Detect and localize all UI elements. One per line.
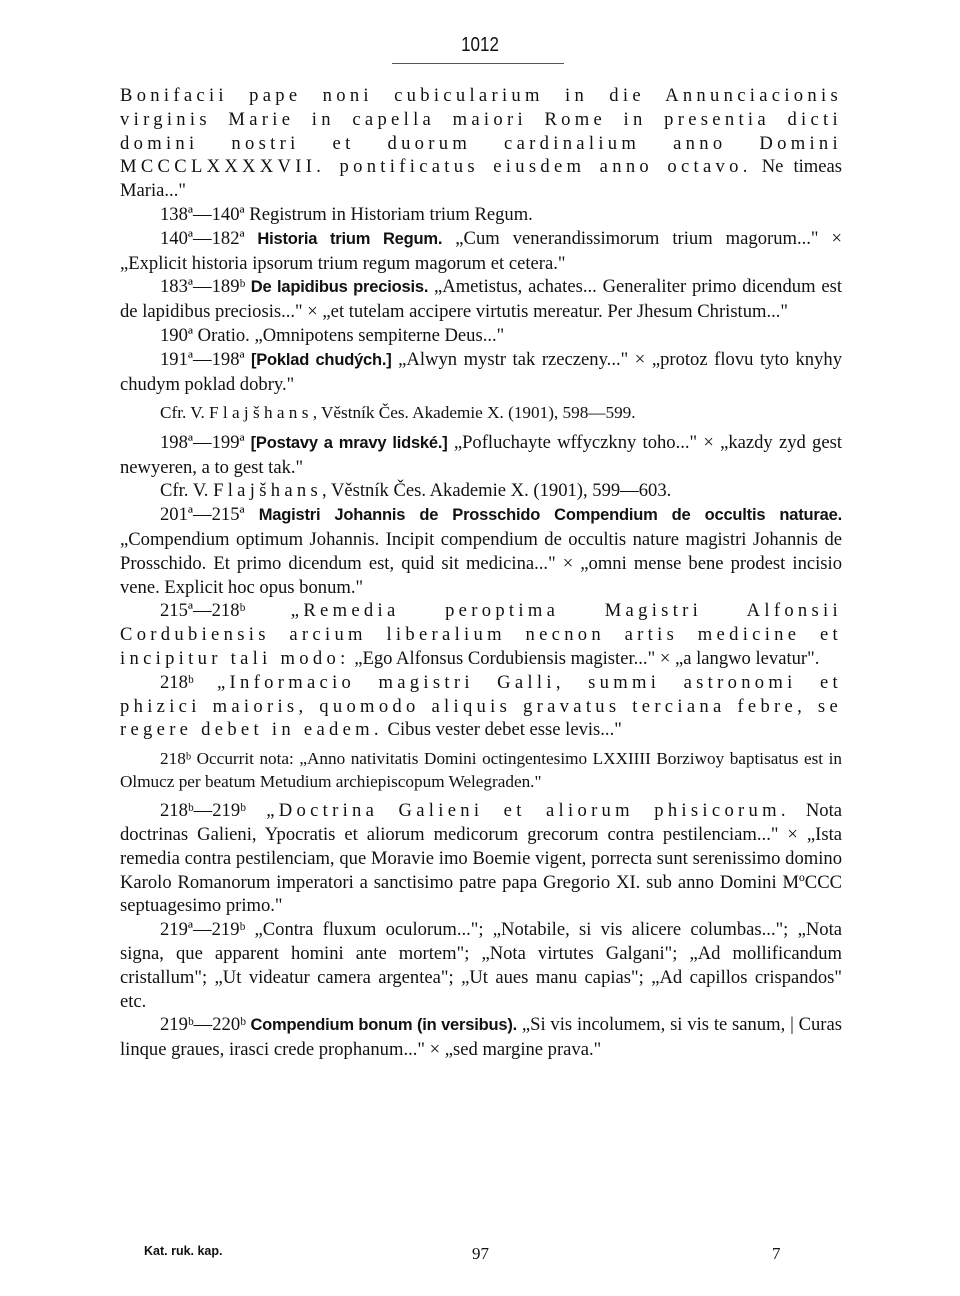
entry-body: „Cum venerandissimorum trium magorum..." × „Explicit historia ipsorum trium regum magorum et cetera." xyxy=(120,227,842,274)
entry-title: De lapidibus preciosis. xyxy=(245,278,429,297)
entry-ref: 138ª—140ª xyxy=(160,203,245,225)
entry-ref: 218ᵇ xyxy=(160,671,194,693)
entry-text xyxy=(120,599,842,670)
entry-body: „Contra fluxum oculorum..."; „Notabile, si vis alicere columbas..."; „Nota signa, que apparent homini ante mortem"; „Nota virtutes Galgani"; „Ad mollificandum cristallum"; „Ut videatur camera argentea"; „Ut aues manu capias"; „Ad capillos crispandos" etc. xyxy=(120,919,842,1012)
cfr-text: Cfr. V. xyxy=(160,480,214,502)
entry-spaced: Bonifacii pape noni cubicularium in die Annunciacionis virginis Marie in capella maiori Rome in presentia dicti domini nostri et duorum cardinalium anno Domini MCCCLXXXXVII. pontificatus eiusdem anno octavo. xyxy=(120,85,842,178)
entry-text xyxy=(120,203,842,227)
entry-text xyxy=(120,1013,842,1062)
cfr-text: , Věstník Čes. Akademie X. (1901), 598—599. xyxy=(312,403,636,423)
entry-body: „Ego Alfonsus Cordubiensis magister..." × „a langwo levatur". xyxy=(349,648,820,670)
author-name: Flajšhans xyxy=(209,403,313,423)
entry-spaced: „Doctrina Galieni et aliorum phisicorum. xyxy=(245,800,790,822)
footer-signature: Kat. ruk. kap. xyxy=(144,1244,223,1258)
entry-ref: 215ª—218ᵇ xyxy=(160,600,246,622)
footer-sheet-number: 97 xyxy=(472,1244,489,1263)
page-number: 1012 xyxy=(461,34,499,56)
entry-ref: 190ª xyxy=(160,324,194,346)
entry-spaced: „Remedia peroptima Magistri Alfonsii Cordubiensis arcium liberalium necnon artis medicine et incipitur tali modo: xyxy=(120,600,842,670)
entry-ref: 198ª—199ª xyxy=(160,431,245,453)
entry-ref: 183ª—189ᵇ xyxy=(160,276,246,298)
entry-title: Historia trium Regum. xyxy=(244,229,443,248)
entry-body: „Si vis incolumem, si vis te sanum, | Curas linque graues, irasci crede prophanum..." × „sed margine prava." xyxy=(120,1014,842,1061)
entry-ref: 191ª—198ª xyxy=(160,348,245,370)
entry-body: „Alwyn mystr tak rzeczeny..." × „protoz flovu tyto knyhy chudym poklad dobry." xyxy=(120,348,842,395)
entry-text xyxy=(120,918,842,1013)
cfr-text: , Věstník Čes. Akademie X. (1901), 599—603. xyxy=(322,480,672,502)
entry-body: Oratio. „Omnipotens sempiterne Deus..." xyxy=(193,324,505,346)
entry-text xyxy=(120,431,842,480)
entry-body: Nota doctrinas Galieni, Ypocratis et aliorum medicorum grecorum contra pestilenciam..." × „Ista remedia contra pestilenciam, que Moravie imo Boemie vigent, porrecta sunt serenissimo domino Karolo Romanorum imperatori a sanctisimo patre papa Gregorio XI. sub anno Domini MºCCC septuagesimo primo." xyxy=(120,800,842,917)
entry-body: „Compendium optimum Johannis. Incipit compendium de occultis nature magistri Johannis de Prosschido. Et primo dicendum est, quid sit medicina..." × „omni mense bene prodest incisio vene. Explicit hoc opus bonum." xyxy=(120,529,842,598)
entry-ref: 218ᵇ xyxy=(160,749,192,769)
entry-text xyxy=(120,227,842,276)
entry-body: Registrum in Historiam trium Regum. xyxy=(244,203,533,225)
entry-text xyxy=(120,799,842,918)
cfr-text: Cfr. V. xyxy=(160,403,210,423)
catalog-text xyxy=(120,84,842,1062)
entry-text xyxy=(120,84,842,203)
author-name: Flajšhans xyxy=(213,480,323,502)
entry-text xyxy=(120,324,842,348)
cfr-note xyxy=(120,479,842,503)
entry-body: Occurrit nota: „Anno nativitatis Domini octingentesimo LXXIIII Borziwoy baptisatus est in Olmucz per beatum Metudium archiepiscopum Welegraden." xyxy=(120,749,842,791)
footer-quire-number: 7 xyxy=(772,1244,781,1263)
entry-body: „Pofluchayte wffyczkny toho..." × „kazdy zyd gest newyeren, a to gest tak." xyxy=(120,431,843,478)
page-footer xyxy=(120,1244,842,1268)
entry-text xyxy=(120,748,842,793)
entry-title: Compendium bonum (in versibus). xyxy=(245,1016,518,1035)
entry-text xyxy=(120,503,842,599)
entry-body: Cibus vester debet esse levis..." xyxy=(382,719,622,741)
entry-text xyxy=(120,348,842,397)
entry-body: Ne timeas Maria..." xyxy=(120,156,842,202)
entry-text xyxy=(120,275,842,324)
cfr-note xyxy=(120,402,842,425)
entry-body: „Ametistus, achates... Generaliter primo dicendum est de lapidibus preciosis..." × „et tutelam accipere virtutis mereatur. Per Jhesum Christum..." xyxy=(120,276,842,323)
entry-ref: 140ª—182ª xyxy=(160,227,245,249)
entry-title: Magistri Johannis de Prosschido Compendium de occultis naturae. xyxy=(244,506,842,525)
entry-spaced: „Informacio magistri Galli, summi astronomi et phizici maioris, quomodo aliquis gravatus terciana febre, se regere debet in eadem. xyxy=(120,671,842,741)
entry-ref: 219ª—219ᵇ xyxy=(160,919,246,941)
header-rule xyxy=(392,63,564,64)
entry-text xyxy=(120,671,842,742)
entry-title: [Postavy a mravy lidské.] xyxy=(244,433,448,452)
entry-ref: 218ᵇ—219ᵇ xyxy=(160,800,246,822)
entry-ref: 201ª—215ª xyxy=(160,504,245,526)
entry-ref: 219ᵇ—220ᵇ xyxy=(160,1014,246,1036)
entry-title: [Poklad chudých.] xyxy=(244,350,392,369)
